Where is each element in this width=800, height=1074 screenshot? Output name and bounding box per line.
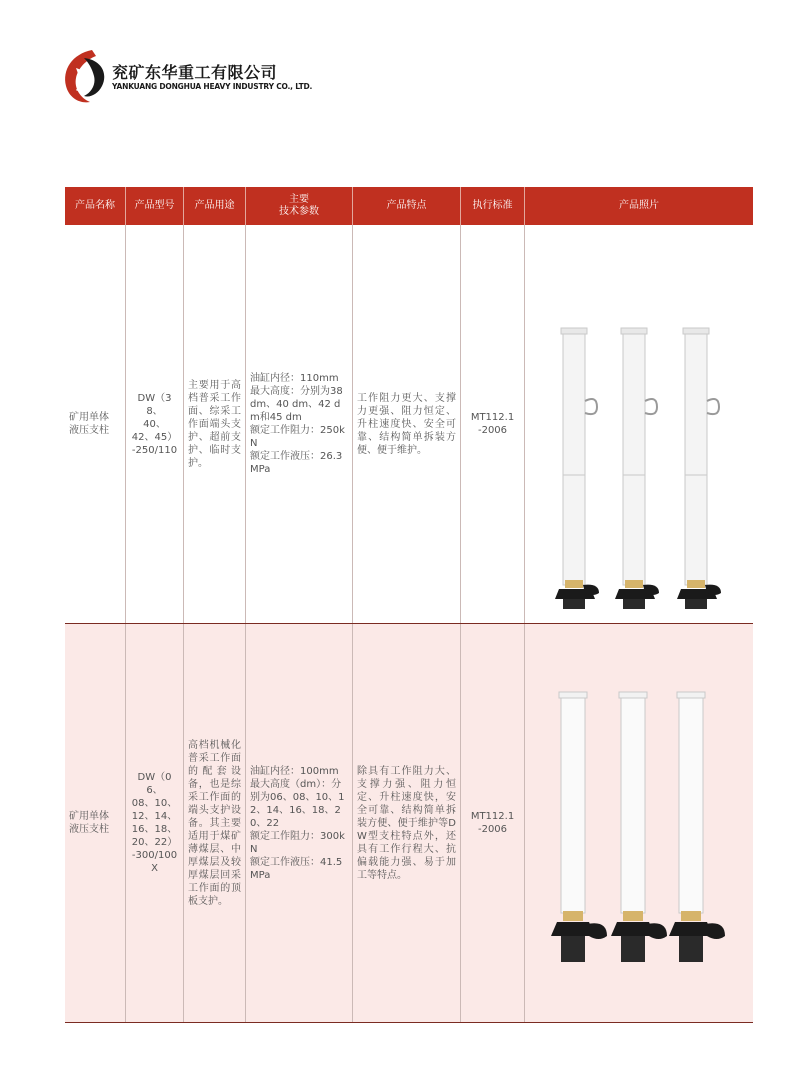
product-usage: 主要用于高档普采工作面、综采工作面端头支护、超前支护、临时支护。: [188, 379, 241, 469]
company-name-en: YANKUANG DONGHUA HEAVY INDUSTRY CO., LTD.: [112, 82, 313, 91]
header-tech-params: 主要 技术参数: [246, 187, 353, 225]
product-model: DW（38、 40、 42、45） -250/110: [131, 392, 178, 456]
standard-code: MT112.1 -2006: [470, 811, 515, 835]
header-product-features: 产品特点: [353, 187, 461, 225]
prop-3: [677, 328, 721, 609]
header-product-name: 产品名称: [65, 187, 126, 225]
cell-model: [126, 624, 184, 1022]
header-product-model: 产品型号: [126, 187, 184, 225]
product-name: 矿用单体 液压支柱: [69, 811, 109, 835]
header-product-usage: 产品用途: [184, 187, 246, 225]
product-features: 工作阻力更大、支撑力更强、阻力恒定、升柱速度快、安全可靠、结构简单拆装方便、便于维护。: [357, 392, 456, 456]
hydraulic-prop-photo: [525, 624, 753, 1022]
cell-params: [246, 624, 353, 1022]
prop-1: [555, 328, 599, 609]
cell-name: [65, 624, 126, 1022]
cell-params: [246, 225, 353, 623]
product-name: 矿用单体 液压支柱: [69, 412, 109, 436]
header-standard: 执行标准: [461, 187, 525, 225]
cell-features: [353, 624, 461, 1022]
tech-params: 油缸内径：110mm 最大高度：分别为38 dm、40 dm、42 dm和45 dm 额定工作阻力：250kN 额定工作液压：26.3MPa: [250, 373, 345, 475]
table-header-row: [65, 187, 753, 225]
company-name-cn: 兖矿东华重工有限公司: [112, 63, 278, 82]
table-row: [65, 624, 753, 1022]
prop-2: [615, 328, 659, 609]
cell-standard: [461, 225, 525, 623]
cell-standard: [461, 624, 525, 1022]
prop-1: [551, 692, 607, 962]
header-product-photo: 产品照片: [619, 200, 659, 211]
company-header: [62, 48, 362, 108]
product-usage: 高档机械化普采工作面的配套设备，也是综采工作面的端头支护设备。其主要适用于煤矿薄煤层、中厚煤层及较厚煤层回采工作面的顶板支护。: [188, 739, 241, 907]
cell-name: [65, 225, 126, 623]
cell-model: [126, 225, 184, 623]
product-table: [65, 187, 753, 1023]
row-divider: [65, 1022, 753, 1023]
prop-3: [669, 692, 725, 962]
cell-features: [353, 225, 461, 623]
product-features: 除具有工作阻力大、支撑力强、阻力恒定、升柱速度快，安全可靠、结构简单拆装方便、便于维护等DW型支柱特点外，还具有工作行程大、抗偏载能力强、易于加工等特点。: [357, 765, 456, 881]
cell-usage: [184, 624, 246, 1022]
flame-bird-logo-icon: [62, 48, 106, 104]
tech-params: 油缸内径：100mm 最大高度（dm）：分别为06、08、10、12、14、16、18、20、22 额定工作阻力：300kN 额定工作液压：41.5MPa: [250, 765, 345, 881]
standard-code: MT112.1 -2006: [470, 412, 515, 436]
prop-2: [611, 692, 667, 962]
table-row: [65, 225, 753, 623]
cell-photo: [525, 225, 753, 623]
hydraulic-prop-photo: [525, 225, 753, 623]
cell-usage: [184, 225, 246, 623]
product-model: DW（06、 08、10、 12、14、 16、18、 20、22） -300/100X: [131, 772, 178, 874]
cell-photo: [525, 624, 753, 1022]
